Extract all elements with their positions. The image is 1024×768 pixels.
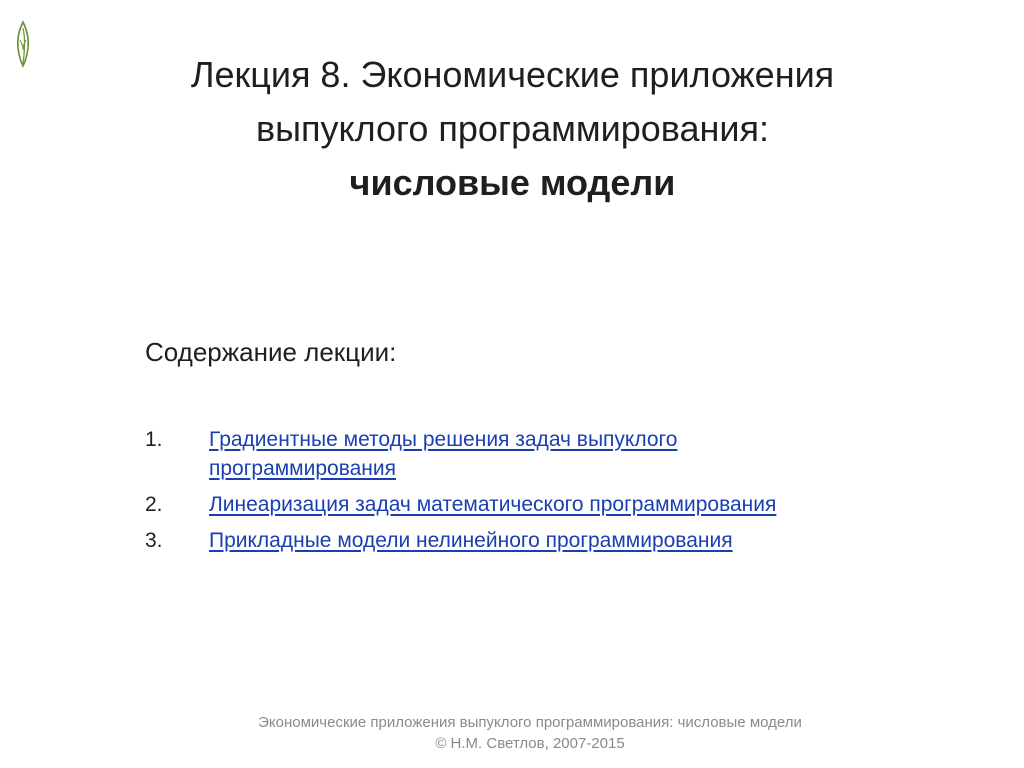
toc-link-linearization[interactable]: Линеаризация задач математического программирования (209, 493, 777, 516)
page-title (110, 48, 915, 210)
toc-link-gradient-methods[interactable]: Градиентные методы решения задач выпуклого программирования (209, 428, 678, 480)
toc-item-2 (145, 490, 945, 519)
footer-title: Экономические приложения выпуклого программирования: числовые модели (258, 714, 802, 731)
toc-link-applied-models[interactable]: Прикладные модели нелинейного программирования (209, 529, 733, 552)
title-line-2: выпуклого программирования: (255, 108, 770, 149)
footer-copyright: © Н.М. Светлов, 2007-2015 (435, 735, 625, 752)
contents-heading: Содержание лекции: (145, 337, 397, 367)
toc-item-3 (145, 526, 945, 555)
title-line-1: Лекция 8. Экономические приложения (190, 54, 835, 95)
toc-number: 1. (145, 428, 163, 451)
table-of-contents (145, 425, 945, 562)
toc-number: 3. (145, 529, 163, 552)
wheat-ear-icon (11, 20, 35, 68)
slide-footer (0, 712, 1024, 754)
toc-number: 2. (145, 493, 163, 516)
toc-item-1 (145, 425, 945, 483)
title-line-3: числовые модели (349, 162, 676, 203)
